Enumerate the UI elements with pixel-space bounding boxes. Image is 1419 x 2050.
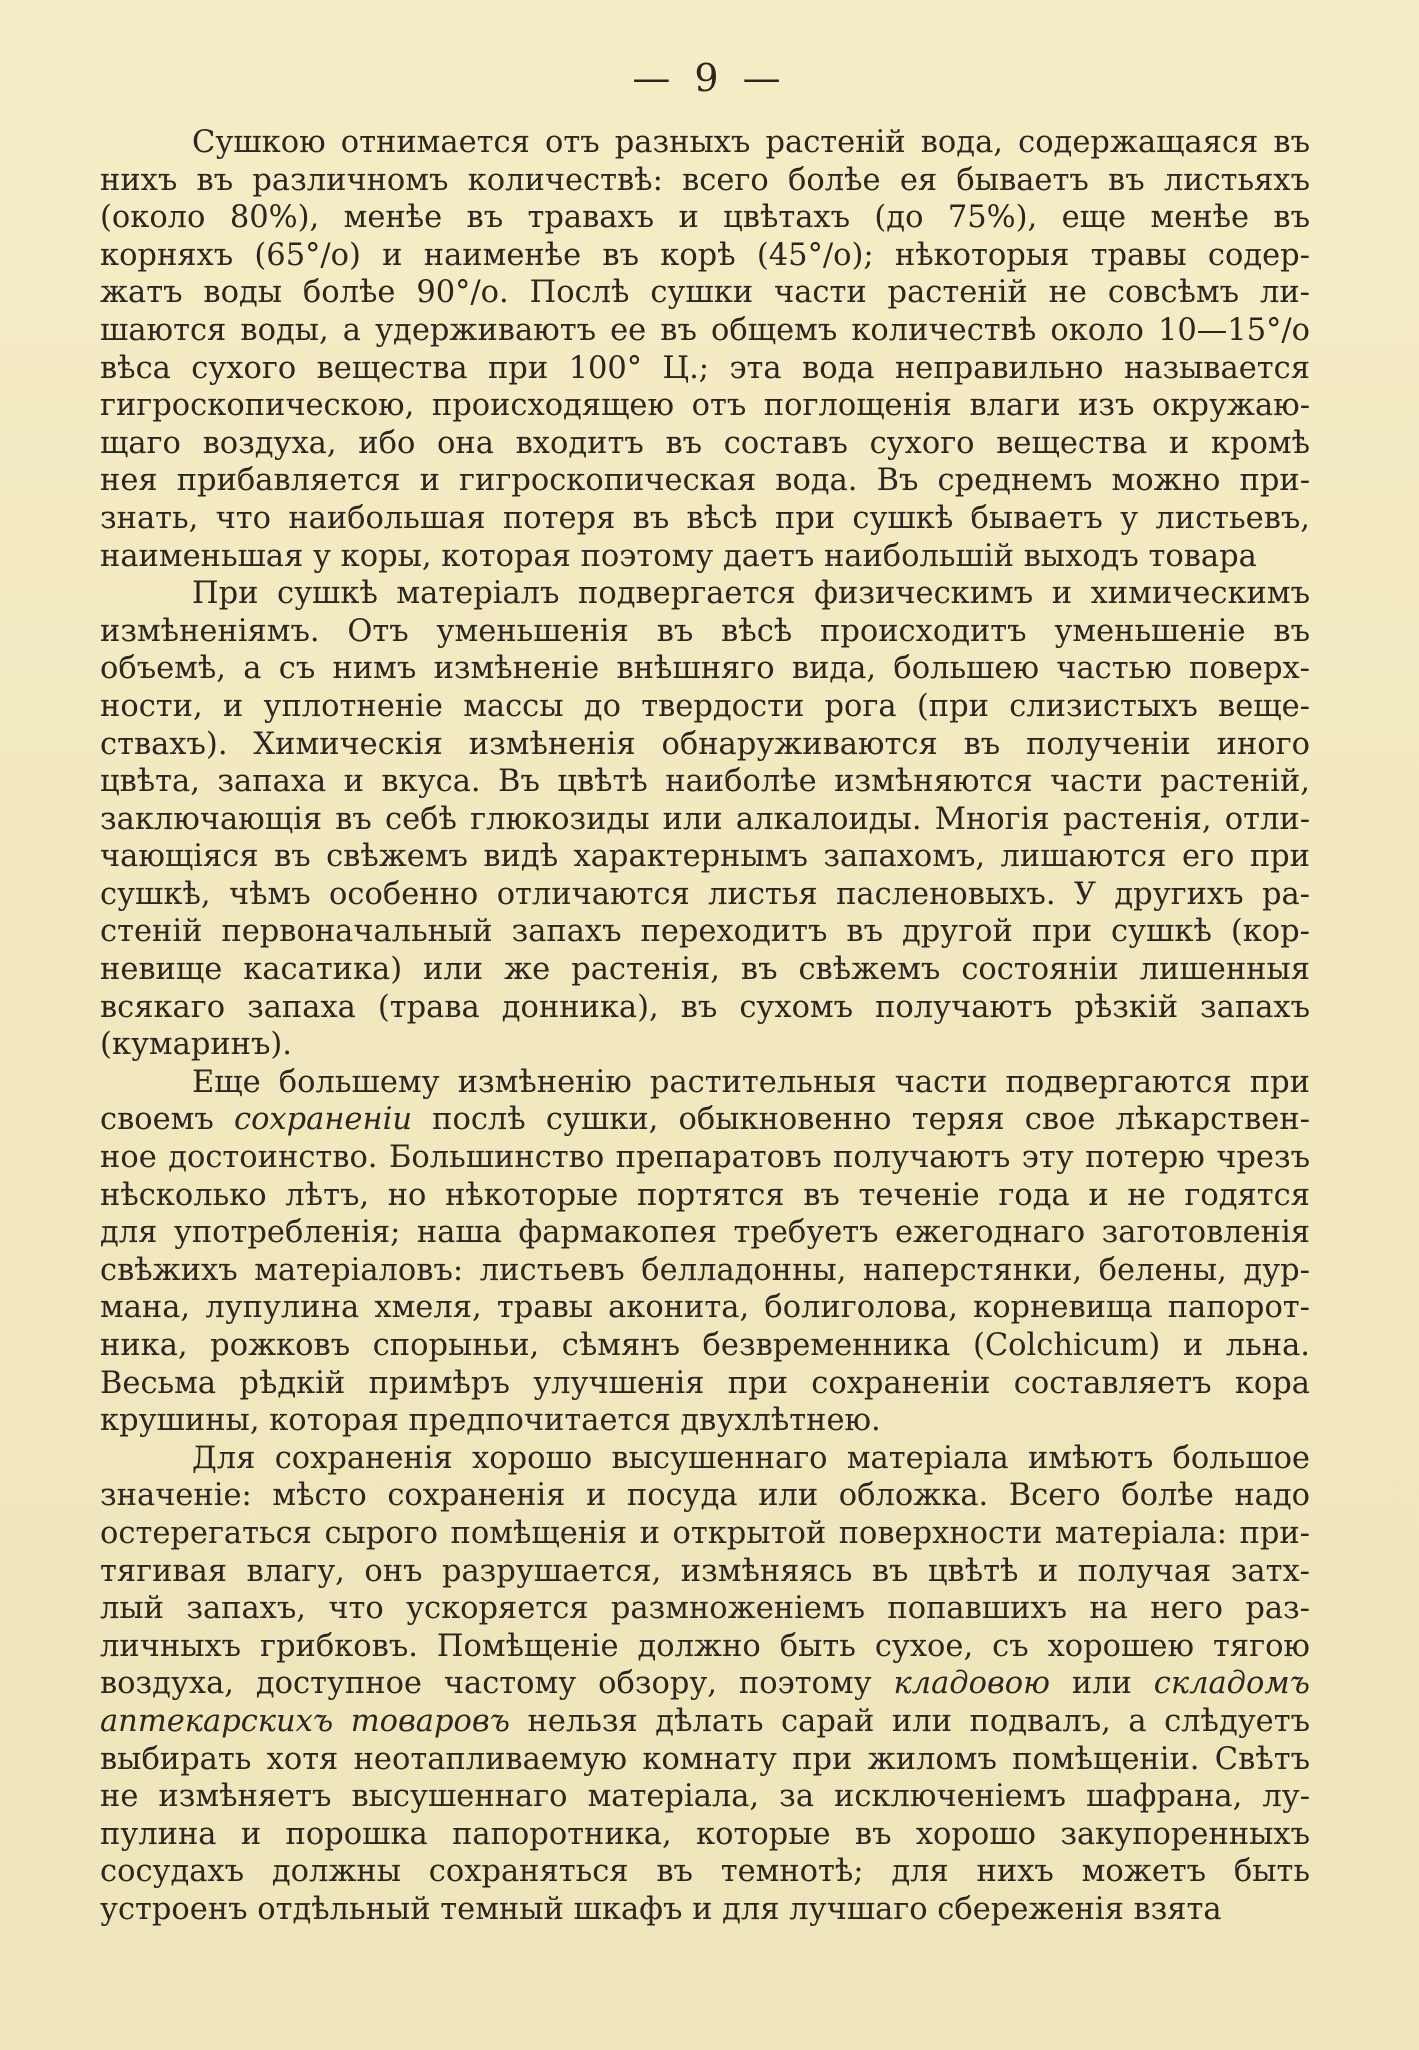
paragraph	[100, 575, 1310, 1064]
text-line: Для сохраненія хорошо высушеннаго матеріала имѣютъ большое	[192, 1440, 1310, 1476]
text-line: выбирать хотя неотапливаемую комнату при жиломъ помѣщеніи. Свѣтъ	[100, 1741, 1310, 1777]
text-line: нея прибавляется и гигроскопическая вода. Въ среднемъ можно при-	[100, 463, 1310, 499]
text-line: нѣсколько лѣтъ, но нѣкоторые портятся въ теченіе года и не годятся	[100, 1177, 1310, 1213]
text-line: устроенъ отдѣльный темный шкафъ и для лучшаго сбереженія взята	[100, 1891, 1222, 1927]
text-line: При сушкѣ матеріалъ подвергается физическимъ и химическимъ	[192, 576, 1310, 612]
text-line: лый запахъ, что ускоряется размноженіемъ попавшихъ на него раз-	[100, 1591, 1310, 1627]
text-line: сушкѣ, чѣмъ особенно отличаются листья пасленовыхъ. У другихъ ра-	[100, 876, 1310, 912]
text-line: пулина и порошка папоротника, которые въ хорошо закупоренныхъ	[100, 1816, 1310, 1852]
text-line: сосудахъ должны сохраняться въ темнотѣ; для нихъ можетъ быть	[100, 1854, 1310, 1890]
text-line: значеніе: мѣсто сохраненія и посуда или обложка. Всего болѣе надо	[100, 1478, 1310, 1514]
text-line: стеній первоначальный запахъ переходитъ въ другой при сушкѣ (кор-	[100, 914, 1310, 950]
text-line: ное достоинство. Большинство препаратовъ получаютъ эту потерю чрезъ	[100, 1140, 1310, 1176]
text-line: корняхъ (65°/о) и наименѣе въ корѣ (45°/о); нѣкоторыя травы содер-	[100, 237, 1310, 273]
text-line: заключающія въ себѣ глюкозиды или алкалоиды. Многія растенія, отли-	[100, 801, 1310, 837]
text-line: жатъ воды болѣе 90°/о. Послѣ сушки части растеній не совсѣмъ ли-	[100, 275, 1310, 311]
text-line: для употребленія; наша фармакопея требуетъ ежегоднаго заготовленія	[100, 1215, 1310, 1251]
text-line: тягивая влагу, онъ разрушается, измѣняясь въ цвѣтѣ и получая затх-	[100, 1553, 1310, 1589]
text-line: измѣненіямъ. Отъ уменьшенія въ вѣсѣ происходитъ уменьшеніе въ	[100, 613, 1310, 649]
text-line: Весьма рѣдкій примѣръ улучшенія при сохраненіи составляетъ кора	[100, 1365, 1310, 1401]
text-line: остерегаться сырого помѣщенія и открытой поверхности матеріала: при-	[100, 1515, 1310, 1551]
text-line: Сушкою отнимается отъ разныхъ растеній вода, содержащаяся въ	[192, 125, 1310, 160]
page-number: — 9 —	[632, 56, 787, 100]
text-line: (около 80%), менѣе въ травахъ и цвѣтахъ (до 75%), еще менѣе въ	[100, 200, 1310, 236]
text-line: свѣжихъ матеріаловъ: листьевъ белладонны, наперстянки, белены, дур-	[100, 1252, 1310, 1288]
text-line: Еще большему измѣненію растительныя части подвергаются при	[192, 1064, 1310, 1100]
text-line: шаются воды, а удерживаютъ ее въ общемъ количествѣ около 10—15°/о	[100, 312, 1310, 348]
text-line: невище касатика) или же растенія, въ свѣжемъ состояніи лишенныя	[100, 952, 1310, 988]
text-line: чающіяся въ свѣжемъ видѣ характернымъ запахомъ, лишаются его при	[100, 839, 1310, 875]
text-line: ствахъ). Химическія измѣненія обнаруживаются въ полученіи иного	[100, 726, 1310, 762]
text-line: вѣса сухого вещества при 100° Ц.; эта вода неправильно называется	[100, 350, 1310, 386]
text-line: ности, и уплотненіе массы до твердости рога (при слизистыхъ веще-	[100, 688, 1310, 724]
text-line: знать, что наибольшая потеря въ вѣсѣ при сушкѣ бываетъ у листьевъ,	[100, 500, 1310, 536]
text-line: личныхъ грибковъ. Помѣщеніе должно быть сухое, съ хорошею тягою	[100, 1628, 1310, 1664]
text-line: ника, рожковъ спорыньи, сѣмянъ безвременника (Colchicum) и льна.	[100, 1328, 1310, 1363]
text-line: крушины, которая предпочитается двухлѣтнею.	[100, 1403, 881, 1439]
paragraph	[100, 1064, 1310, 1440]
text-line: аптекарскихъ товаровъ нельзя дѣлать сарай или подвалъ, а слѣдуетъ	[100, 1703, 1310, 1739]
text-line: не измѣняетъ высушеннаго матеріала, за исключеніемъ шафрана, лу-	[100, 1779, 1310, 1815]
text-line: объемѣ, а съ нимъ измѣненіе внѣшняго вида, большею частью поверх-	[100, 651, 1310, 687]
text-line: воздуха, доступное частому обзору, поэтому кладовою или складомъ	[100, 1666, 1310, 1702]
paragraph	[100, 1440, 1310, 1929]
text-line: гигроскопическою, происходящею отъ поглощенія влаги изъ окружаю-	[100, 388, 1310, 424]
text-line: наименьшая у коры, которая поэтому даетъ наибольшій выходъ товара	[100, 538, 1257, 574]
page-text	[100, 124, 1310, 1929]
text-line: мана, лупулина хмеля, травы аконита, болиголова, корневища папорот-	[100, 1290, 1310, 1326]
text-line: нихъ въ различномъ количествѣ: всего болѣе ея бываетъ въ листьяхъ	[100, 162, 1310, 198]
text-line: (кумаринъ).	[100, 1027, 292, 1063]
text-line: своемъ сохраненіи послѣ сушки, обыкновенно теряя свое лѣкарствен-	[100, 1102, 1310, 1138]
text-line: цвѣта, запаха и вкуса. Въ цвѣтѣ наиболѣе измѣняются части растеній,	[100, 764, 1310, 800]
text-line: щаго воздуха, ибо она входитъ въ составъ сухого вещества и кромѣ	[100, 425, 1310, 461]
paragraph	[100, 124, 1310, 575]
text-line: всякаго запаха (трава донника), въ сухомъ получаютъ рѣзкій запахъ	[100, 989, 1310, 1025]
